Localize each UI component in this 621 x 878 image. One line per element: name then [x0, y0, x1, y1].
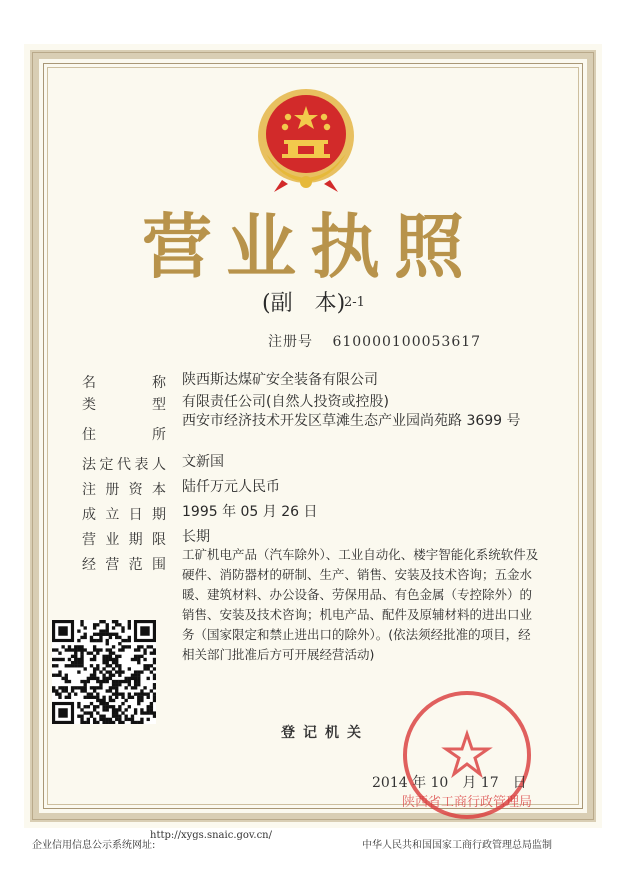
field-value: 有限责任公司(自然人投资或控股): [182, 394, 389, 410]
national-emblem-icon: [252, 84, 360, 194]
registration-value: 610000100053617: [332, 334, 482, 350]
copy-type: (副 本): [262, 291, 346, 316]
field-value: 西安市经济技术开发区草滩生态产业园尚苑路 3699 号: [182, 413, 521, 429]
credit-system-url[interactable]: http://xygs.snaic.gov.cn/: [150, 830, 272, 841]
copy-number: 2-1: [344, 295, 365, 310]
field-value: 陆仟万元人民币: [182, 479, 280, 495]
field-label: 成 立 日 期: [82, 507, 166, 523]
issue-date: 2014 年 10 月 17 日: [372, 775, 527, 791]
field-value: 长期: [182, 529, 210, 545]
registration-number-row: [268, 331, 481, 351]
seal-text: 陕西省工商行政管理局: [401, 795, 533, 810]
field-label: 注 册 资 本: [82, 482, 166, 498]
official-seal-icon: [398, 686, 536, 824]
qr-code-icon: [52, 620, 156, 724]
field-value: 1995 年 05 月 26 日: [182, 504, 318, 520]
license-title: 营业执照: [142, 206, 478, 288]
supervisor-label: 中华人民共和国国家工商行政管理总局监制: [362, 840, 552, 851]
field-value: 文新国: [182, 454, 224, 470]
credit-system-label: 企业信用信息公示系统网址:: [32, 840, 156, 851]
field-label: 经 营 范 围: [82, 557, 166, 573]
business-scope-text: 工矿机电产品（汽车除外）、工业自动化、楼宇智能化系统软件及硬件、消防器材的研制、生产、销售、安装及技术咨询；五金水暖、建筑材料、办公设备、劳保用品、有色金属（专控除外）的销售、安装及技术咨询；机电产品、配件及原辅材料的进出口业务（国家限定和禁止进出口的除外）。(依法须经批准的项目，经相关部门批准后方可开展经营活动): [182, 547, 539, 662]
registration-label: 注册号: [268, 334, 313, 350]
field-label: 类 型: [82, 397, 166, 413]
field-label: 营 业 期 限: [82, 532, 166, 548]
field-label: 名 称: [82, 375, 166, 391]
field-value: 陕西斯达煤矿安全装备有限公司: [182, 372, 378, 388]
field-address: [82, 413, 552, 454]
field-label: 法 定 代 表 人: [82, 457, 166, 473]
field-label: 住 所: [82, 427, 166, 443]
registration-authority: 登记机关: [281, 725, 369, 741]
